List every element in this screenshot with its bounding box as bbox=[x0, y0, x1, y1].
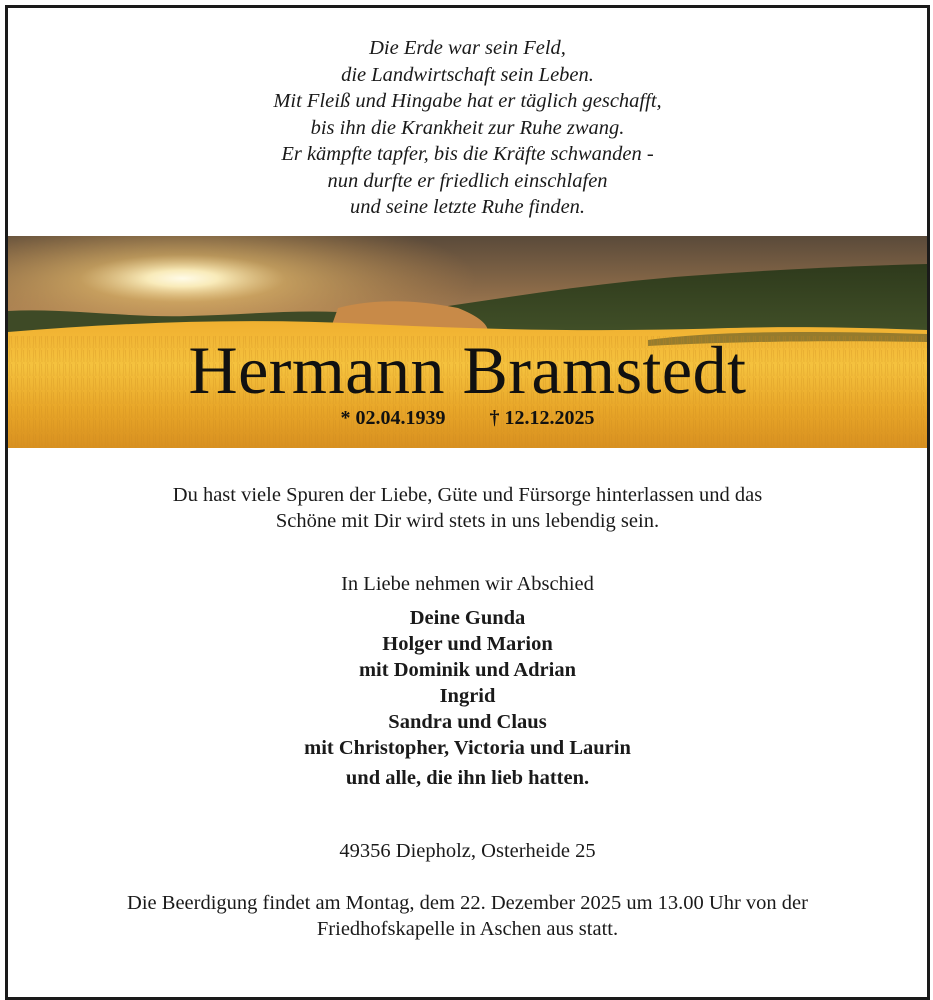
address: 49356 Diepholz, Osterheide 25 bbox=[339, 840, 596, 862]
poem-line: Die Erde war sein Feld, bbox=[369, 37, 566, 59]
farewell-intro: In Liebe nehmen wir Abschied bbox=[341, 573, 594, 595]
funeral-line: Die Beerdigung findet am Montag, dem 22. Dezember 2025 um 13.00 Uhr von der bbox=[127, 892, 808, 914]
poem-line: und seine letzte Ruhe finden. bbox=[349, 196, 586, 218]
mourners-list bbox=[8, 605, 927, 761]
mourners-closing bbox=[8, 765, 927, 791]
mourner-line: Ingrid bbox=[439, 685, 496, 707]
mourner-line: Sandra und Claus bbox=[388, 711, 547, 733]
poem-line: Mit Fleiß und Hingabe hat er täglich geschafft, bbox=[273, 90, 662, 112]
poem-line: die Landwirtschaft sein Leben. bbox=[341, 63, 594, 86]
obituary-frame bbox=[5, 5, 930, 1000]
deceased-name: Hermann Bramstedt bbox=[188, 332, 747, 408]
death-date: † 12.12.2025 bbox=[489, 407, 595, 429]
poem-line: bis ihn die Krankheit zur Ruhe zwang. bbox=[310, 116, 625, 139]
tribute-line: Du hast viele Spuren der Liebe, Güte und Fürsorge hinterlassen und das bbox=[172, 484, 763, 506]
tribute-line: Schöne mit Dir wird stets in uns lebendig sein. bbox=[275, 510, 660, 532]
poem-line: Er kämpfte tapfer, bis die Kräfte schwanden - bbox=[281, 143, 654, 165]
tribute-text bbox=[8, 482, 927, 534]
birth-date: * 02.04.1939 bbox=[340, 407, 446, 429]
funeral-notice bbox=[8, 890, 927, 942]
memorial-poem bbox=[8, 35, 927, 221]
mourner-line: Deine Gunda bbox=[409, 607, 526, 629]
life-dates bbox=[8, 407, 927, 430]
closing-line: und alle, die ihn lieb hatten. bbox=[345, 767, 590, 789]
mourner-line: Holger und Marion bbox=[382, 633, 553, 655]
funeral-line: Friedhofskapelle in Aschen aus statt. bbox=[316, 918, 619, 940]
wheat-field-sunset-banner bbox=[8, 236, 927, 448]
poem-line: nun durfte er friedlich einschlafen bbox=[327, 169, 608, 192]
mourner-line: mit Christopher, Victoria und Laurin bbox=[304, 737, 631, 759]
mourner-line: mit Dominik und Adrian bbox=[358, 659, 577, 681]
